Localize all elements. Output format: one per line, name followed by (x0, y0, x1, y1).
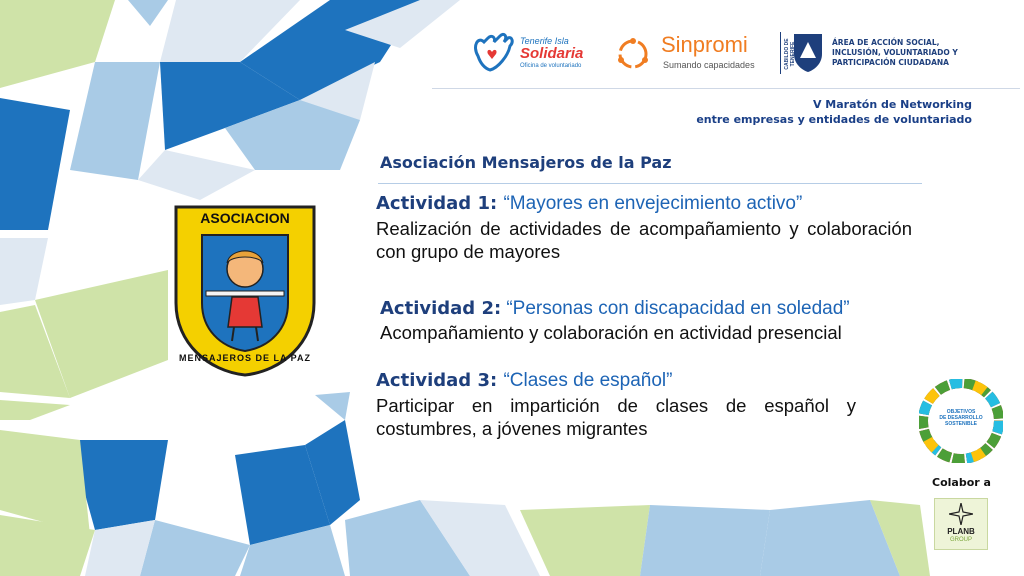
solidaria-line2: Solidaria (520, 45, 584, 62)
cabildo-text (832, 38, 958, 68)
sinpromi-name: Sinpromi (661, 32, 748, 57)
cabildo-seal-text: CABILDO DE TENERIFE (784, 38, 796, 70)
logo-row (470, 28, 990, 78)
activity-2 (380, 296, 920, 345)
sdg-line1: OBJETIVOS (946, 409, 976, 415)
logo-divider (780, 32, 781, 74)
badge-text-bottom: MENSAJEROS DE LA PAZ (178, 353, 311, 363)
planb-name: PLANB (947, 527, 975, 536)
collaborator-label: Colabor a (932, 476, 991, 489)
activity-1-name: “Mayores en envejecimiento activo” (503, 193, 803, 214)
cabildo-logo (784, 30, 988, 78)
activity-1-heading (376, 193, 912, 215)
event-line1: V Maratón de Networking (812, 98, 972, 111)
activity-1 (376, 193, 912, 263)
planb-sub: GROUP (949, 537, 972, 543)
sdg-line3: SOSTENIBLE (945, 421, 977, 427)
sinpromi-tagline: Sumando capacidades (663, 60, 755, 70)
sinpromi-circle-icon (615, 36, 651, 72)
activity-1-description: Realización de actividades de acompañamiento y colaboración con grupo de mayores (376, 218, 912, 262)
badge-text-top: ASOCIACION (200, 210, 290, 226)
cabildo-line1: ÁREA DE ACCIÓN SOCIAL, (832, 38, 940, 47)
header-divider (432, 88, 1020, 89)
event-title (696, 97, 972, 127)
solidaria-line3: Oficina de voluntariado (520, 63, 582, 69)
title-divider (378, 183, 922, 184)
sdg-line2: DE DESARROLLO (939, 415, 983, 421)
planb-star-icon (949, 503, 973, 525)
cabildo-line3: PARTICIPACIÓN CIUDADANA (832, 58, 949, 67)
solidaria-logo (470, 32, 595, 77)
event-line2: entre empresas y entidades de voluntariado (696, 113, 972, 126)
sdg-text (939, 409, 983, 427)
activity-3-heading (376, 370, 856, 392)
activity-2-name: “Personas con discapacidad en soledad” (506, 298, 850, 319)
activity-3-label: Actividad 3: (376, 370, 498, 391)
sdg-badge (919, 379, 1003, 463)
cabildo-line2: INCLUSIÓN, VOLUNTARIADO Y (832, 48, 958, 57)
association-title: Asociación Mensajeros de la Paz (380, 153, 672, 172)
activity-2-description: Acompañamiento y colaboración en actividad presencial (380, 322, 842, 343)
activity-3-description: Participar en impartición de clases de español y costumbres, a jóvenes migrantes (376, 395, 856, 439)
activity-1-label: Actividad 1: (376, 193, 498, 214)
activity-3-name: “Clases de español” (503, 370, 673, 391)
activity-3 (376, 370, 856, 440)
association-badge (172, 203, 318, 379)
solidaria-line1: Tenerife Isla (520, 36, 569, 46)
planb-logo (934, 498, 988, 550)
sinpromi-logo (615, 32, 775, 76)
activity-2-label: Actividad 2: (380, 298, 502, 319)
hand-heart-icon (470, 32, 518, 76)
